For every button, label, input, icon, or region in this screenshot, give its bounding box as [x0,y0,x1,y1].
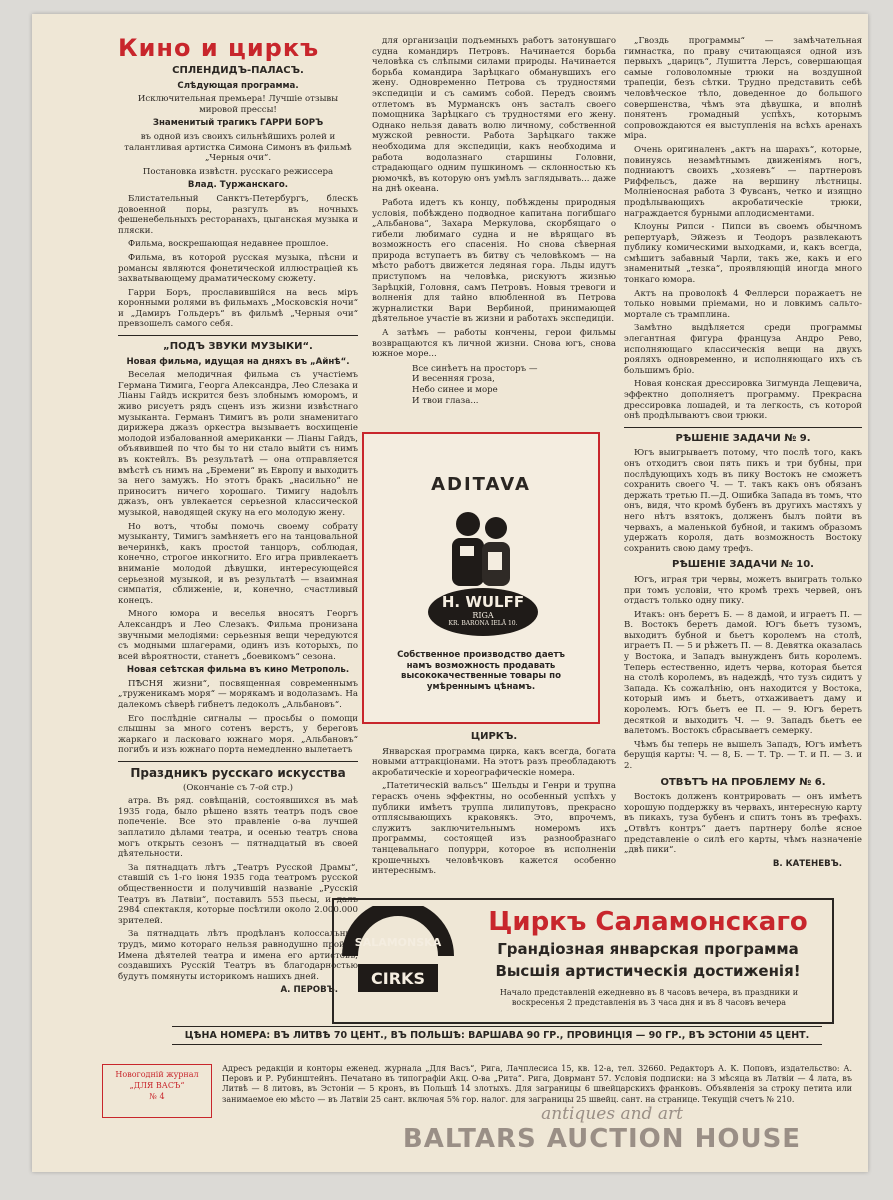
paragraph: Фильма, воскрешающая недавнее прошлое. [128,239,329,250]
divider [118,335,358,336]
logo-top-text: SALAMONSKA [354,936,442,949]
logo-bottom-text: CIRKS [371,969,425,988]
film-heading: „ПОДЪ ЗВУКИ МУЗЫКИ“. [163,341,313,353]
bridge-problem-6-heading: ОТВѢТЪ НА ПРОБЛЕМУ № 6. [660,776,826,788]
paragraph: За пятнадцать лѣтъ продѣланъ колоссальный трудъ, мимо котораго нельзя равнодушно пройти. Имена дѣятелей театра и имена его артистовъ, создавшихъ Русскій Театръ въ благодарностью будутъ помянуты историкомъ нашихъ дней. [118,929,358,982]
tragic-text: въ одной изъ своихъ сильнѣйшихъ ролей и талантливая артистка Симона Симонъ въ фильмѣ „Черныя очи“. [124,131,352,164]
paragraph: А затѣмъ — работы кончены, герои фильмы возвращаются къ личной жизни. Снова югъ, снова южное море... [372,328,616,360]
stamp-line: „ДЛЯ ВАСЪ“ [129,1081,185,1090]
ad-slogan: Собственное производство даетъ намъ возможность продавать высококачественные товары по умѣреннымъ цѣнамъ. [397,650,565,692]
paragraph: Январская программа цирка, какъ всегда, богата новыми аттракціонами. На этотъ разъ преобладаютъ акробатическіе и хореографическіе номера. [372,746,616,778]
circus-logo [342,906,454,1014]
ad-brand: ADITAVA [431,474,531,495]
maker-name: H. WULFF [441,593,525,611]
poem-line: И твои глаза... [412,395,479,406]
column-right [624,36,862,872]
paragraph: Итакъ: онъ беретъ Б. — 8 дамой, и играетъ П. — В. Востокъ беретъ дамой. Югъ бьетъ тузомъ, выходитъ бубной и бьетъ королемъ на столѣ, играетъ П. — 5 и рѣжетъ П. — 8. Девятка оказалась у Востока, и Западъ вынужденъ бить королемъ. Теперь естественно, идетъ черва, которая бьется на столѣ королемъ, въ надеждѣ, что тузъ сидитъ у Запада. Къ сожалѣнію, онъ находится у Востока, который имъ и бьетъ, отхаживаетъ даму и королемъ. Югъ бьетъ ее П. — 9. Югъ беретъ десяткой и выходитъ Ч. — 9. Западъ бьетъ ее валетомъ. Востокъ сбрасываетъ семерку. [624,609,862,737]
bridge-solution-9-heading: РѢШЕНІЕ ЗАДАЧИ № 9. [675,432,811,444]
staged-by: Постановка извѣстн. русскаго режиссера [142,166,334,177]
bridge-solution-10-heading: РѢШЕНІЕ ЗАДАЧИ № 10. [672,559,814,571]
paragraph: Новая конская дрессировка Зигмунда Лещевича, эффектно дополняетъ программу. Прекрасна дрессировка лошадей, и та легкость, съ которой онѣ продѣлываютъ свои трюки. [624,379,862,422]
column-left [118,36,358,999]
maker-address: KR. BARONA IELĀ 10. [448,620,518,627]
director-name: Влад. Туржанскаго. [187,180,289,191]
author-signature: А. ПЕРОВЪ. [280,985,338,996]
cinema-name: СПЛЕНДИДЪ-ПАЛАСЪ. [172,65,304,76]
paragraph: За пятнадцать лѣтъ „Театръ Русской Драмы“, ставшій съ 1-го іюня 1935 года театромъ русской общественности и получившій названіе „Русскій Театръ въ Латвіи“, поставилъ 553 пьесы, и далъ 2984 спектакля, которые посѣтили около 2.000.000 зрителей. [118,862,358,926]
film-subheading: Новая фильма, идущая на дняхъ въ „Айнѣ“. [126,356,350,367]
paragraph: атра. Въ ряд. совѣщаній, состоявшихся въ маѣ 1935 года, было рѣшено взять театръ подъ свое попеченіе. Все это правленіе о-ва лучшей заплатило дѣлами театра, и осенью театръ снова могъ открыть сезонъ — пятнадцатый въ своей дѣятельности. [118,796,358,860]
paragraph: ПѢСНЯ жизни“, посвященная современнымъ „труженикамъ моря“ — морякамъ и водолазамъ. На далекомъ сѣверѣ гибнетъ ледоколъ „Альбановъ“. [118,678,358,711]
column-middle [372,36,616,410]
stamp-line: Новогодній журнал [115,1070,199,1079]
poem [412,364,616,406]
maker-badge [428,588,538,636]
paragraph: Замѣтно выдѣляется среди программы элегантная фигура француза Андро Рево, исполняющаго классическія вещи на двухъ рояляхъ одновременно, и исполняющаго ихъ съ большимъ бріо. [624,323,862,376]
next-program: Слѣдующая программа. [177,80,299,91]
circus-title: Циркъ Саламонскаго [488,907,808,937]
circus-note: Начало представленій ежедневно въ 8 часовъ вечера, въ праздники и воскресенья 2 представленія въ 3 часа дня и въ 8 часовъ вечера [499,988,799,1007]
paragraph: Югъ выигрываетъ потому, что послѣ того, какъ онъ отходитъ свои пять пикъ и три бубны, при послѣдующихъ ходъ въ пику Востокъ не сможетъ сохранить своего Ч. — Т. такъ какъ онъ обязанъ держать третью П.—Д. Ошибка Запада въ томъ, что онъ, видя, что кромѣ бубенъ въ другихъ мастяхъ у него нѣтъ взятокъ, долженъ былъ пойти въ червахъ, а маленькой бубной, и такимъ образомъ удержать короля, дать возможность Востоку сохранить свою даму трефъ. [624,448,862,554]
paragraph: Фильма, въ которой русская музыка, пѣсни и романсы являются фонетической иллюстраціей къ захватывающему драматическому сюжету. [118,252,358,285]
circus-article [372,726,616,880]
paragraph: Востокъ долженъ контрировать — онъ имѣетъ хорошую поддержку въ червахъ, интересную карту въ пикахъ, туза бубенъ и спитъ тонъ въ трефахъ. „Отвѣтъ контръ“ даетъ партнеру болѣе ясное представленіе о силѣ его карты, чѣмъ назначеніе „двѣ пики“. [624,792,862,856]
divider [118,761,358,762]
paragraph: для организаціи подъемныхъ работъ затонувшаго судна командиръ Петровъ. Начинается борьба человѣка съ слѣпыми силами природы. Начинается борьба командира Зарѣцкаго обманувшихъ его жену. Одновременно Петрова съ трудностями экспедиціи и съ самимъ собой. Передъ своимъ отлетомъ въ Мурманскъ онъ засталъ своего помощника Зарѣцкаго съ трудностями его жену. Однако нельзя давать волю личному, собственной мужской ревности. Работа Зарѣцкаго также необходима для экспедиціи, какъ необходима и работа водолазнаго старшины Головни, страдающаго одним пушкиномъ — склонностью къ рюмочкѣ, въ которую онъ умѣлъ заглядывать... даже на днѣ океана. [372,36,616,195]
author-signature: В. КАТЕНЕВЪ. [772,858,842,869]
tragic-actor: Знаменитый трагикъ ГАРРИ БОРЪ [152,118,324,129]
section-title: Кино и циркъ [118,34,320,62]
maker-city: RIGA [472,611,494,620]
article-heading: Праздникъ русскаго искусства [130,766,346,781]
paragraph: Чѣмъ бы теперь не вышелъ Западъ, Югъ имѣетъ берущія карты: Ч. — 8, Б. — Т. Тр. — Т. и П. — 3. и 2. [624,739,862,771]
watermark-line2: BALTARS AUCTION HOUSE [402,1124,802,1154]
circus-advertisement [332,898,834,1024]
stamp [102,1064,212,1118]
paragraph: Актъ на проволокѣ 4 Феллерси поражаетъ не только новыми пріемами, но и ловкимъ сальто-мортале съ трамплина. [624,288,862,320]
paragraph: Его послѣдніе сигналы — просьбы о помощи слышны за много сотенъ верстъ, у береговъ жаркаго и ласковаго южнаго моря. „Альбановъ“ погибъ и изъ южнаго порта немедленно вылетаетъ [118,713,358,756]
paragraph: Много юмора и веселья вносятъ Георгъ Александръ и Лео Слезакъ. Фильма пронизана звучными мелодіями: серьезныя вещи чередуются съ модными шлагерами, одинъ изъ которыхъ, по всей вѣроятности, станетъ „боевикомъ“ сезона. [118,609,358,662]
newspaper-page [32,14,868,1172]
paragraph: Гарри Боръ, прославившійся на весь міръ коронными ролями въ фильмахъ „Московскія ночи“ и „Дамиръ Гольдеръ“ въ фильмѣ „Черныя очи“ превзошелъ самого себя. [118,287,358,330]
aditava-advertisement [362,432,600,724]
poem-line: Небо синее и море [412,385,498,395]
price-line: ЦѢНА НОМЕРА: ВЪ ЛИТВѢ 70 ЦЕНТ., ВЪ ПОЛЬШѢ: ВАРШАВА 90 ГР., ПРОВИНЦІЯ — 90 ГР., ВЪ ЭСТОНІИ 45 ЦЕНТ. [172,1026,822,1045]
paragraph: Блистательный Санктъ-Петербургъ, блескъ довоенной поры, разгулъ въ ночныхъ фешенебельныхъ ресторанахъ, цыганская музыка и пляски. [118,193,358,236]
imprint: Адресъ редакціи и конторы еженед. журнала „Для Васъ“, Рига, Лачплесиса 15, кв. 12-а, тел. 32660. Редакторъ А. К. Поповъ, издательство: А. Перовъ и Р. Рубинштейнъ. Печатано въ типографіи Акц. О-ва „Рита“. Рига, Доврмант 57. Условія подписки: на 3 мѣсяца въ Латвіи — 4 лата, въ Литвѣ — 8 литовъ, въ Эстоніи — 5 кронъ, въ Польшѣ 14 злотыхъ. Для заграницы 6 швейцарскихъ франковъ. Объявленія за строку петита или занимаемое ею мѣсто — въ Латвіи 25 сант. включая 5% гор. налог. для заграницы 25 швейц. сант. на странице. Текущій счетъ № 210. [222,1064,852,1104]
circus-line2: Высшія артистическія достиженія! [495,962,801,980]
circus-heading: ЦИРКЪ. [470,731,518,742]
paragraph: Клоуны Рипси - Пипси въ своемъ обычномъ репертуарѣ, Эйжезъ и Теодоръ развлекаютъ публику комическими выходками, и, какъ всегда, смѣшитъ забавный Чарли, такъ же, какъ и его знаменитый „тезка“, проявляющій иногда много тонкаго юмора. [624,222,862,286]
paragraph: Работа идетъ къ концу, побѣждены природныя условія, побѣждено подводное капитана погибшаго „Альбанова“, Захара Меркулова, скорбящаго о гибели любимаго судна и не вѣрящаго въ возможность его спасенія. Но снова сѣверная природа вступаетъ въ битву съ человѣкомъ — на мѣсто работъ движется ледяная гора. Льды идутъ приступомъ на человѣка, рискуютъ жизнью Зарѣцкій, Головня, самъ Петровъ. Новыя тревоги и волненія для тайно влюбленной въ Петрова журналистки Вари Вербиной, принимающей дѣятельное участіе въ жизни и работахъ экспедиціи. [372,197,616,325]
premiere-line: Исключительная премьера! Лучшіе отзывы мировой прессы! [137,94,339,115]
paragraph: Но вотъ, чтобы помочь своему собрату музыканту, Тимигъ замѣняетъ его на танцовальной вечеринкѣ, какъ простой танцоръ, соблюдая, конечно, строгое инкогнито. Его игра привлекаетъ вниманіе молодой дѣвушки, интересующейся серьезной музыкой, и въ результатѣ — взаимная симпатія, сближеніе, и, конечно, счастливый конецъ. [118,521,358,606]
divider [624,427,862,428]
film-subheading: Новая сеѣтская фильма въ кино Метрополь. [126,665,350,676]
paragraph: Веселая мелодичная фильма съ участіемъ Германа Тимига, Георга Александра, Лео Слезака и Лiаны Гайдъ искрится безъ злобнымъ юморомъ, и живо рисуетъ рядъ сценъ изъ жизни извѣстнаго музыканта. Германъ Тимигъ въ роли знаменитаго дирижера джазъ оркестра вызываетъ восхищеніе молодой избалованной американки — Ліаны Гайдъ, объявившей по что бы то ни стало выйти съ нимъ въ коктейлъ. Въ результатѣ — она отправляется вмѣстѣ съ нимъ на „Бремени“ въ Европу и выходитъ за него замужъ. Но этотъ бракъ „насильно“ не приноситъ ничего хорошаго. Тимигу надоѣлъ джазъ, онъ увлекается серьезной классической музыкой, наводящей скуку на его молодую жену. [118,370,358,518]
paragraph: Югъ, играя три червы, можетъ выиграть только при томъ условіи, что кромѣ трехъ червей, онъ отдастъ только одну пику. [624,574,862,607]
paragraph: Очень оригиналенъ „актъ на шарахъ“, которые, повинуясь незамѣтнымъ движеніямъ ногъ, подниаютъ своихъ „хозяевъ“ — партнеровъ Риффельсъ, даже на вершину лѣстницы. Молніеносная работа 3 Фувсанъ, четко и изящно продѣлывающихъ акробатическіе трюки, награждается бурными аплодисментами. [624,144,862,219]
article-continuation: (Окончаніе съ 7-ой стр.) [183,782,293,793]
circus-line1: Грандіозная январская программа [497,940,799,958]
watermark-line1: antiques and art [541,1104,683,1124]
paragraph: „Патетическій вальсъ“ Шельды и Генри и трупна гераскъ очень эффектны, но особенный успѣхъ у публики имѣетъ труппа лилипутовъ, прекрасно отплясывающихъ краковякъ. Это, впрочемъ, служитъ заключительнымъ номеромъ ихъ программы, состоящей изъ разнообразнаго танцевальнаго попурри, которое въ исполненіи крошечныхъ человѣчковъ кажется особенно интереснымъ. [372,781,616,877]
paragraph: „Гвоздь программы“ — замѣчательная гимнастка, по праву считающаяся одной изъ первыхъ „царицъ“, Лушитта Лерсъ, совершающая самые головоломные трюки на воздушной трапеціи, безъ сѣтки. Трудно представить себѣ человѣческое тѣло, доведенное до большого совершенства, чѣмъ эта дѣвушка, и вполнѣ понятенъ громадный успѣхъ, которымъ сопровождаются ея выступленія на всѣхъ аренахъ міра. [624,36,862,142]
poem-line: И весенняя гроза, [412,374,495,385]
stamp-line: № 4 [149,1092,165,1101]
poem-line: Все синѣетъ на просторъ — [412,363,538,374]
